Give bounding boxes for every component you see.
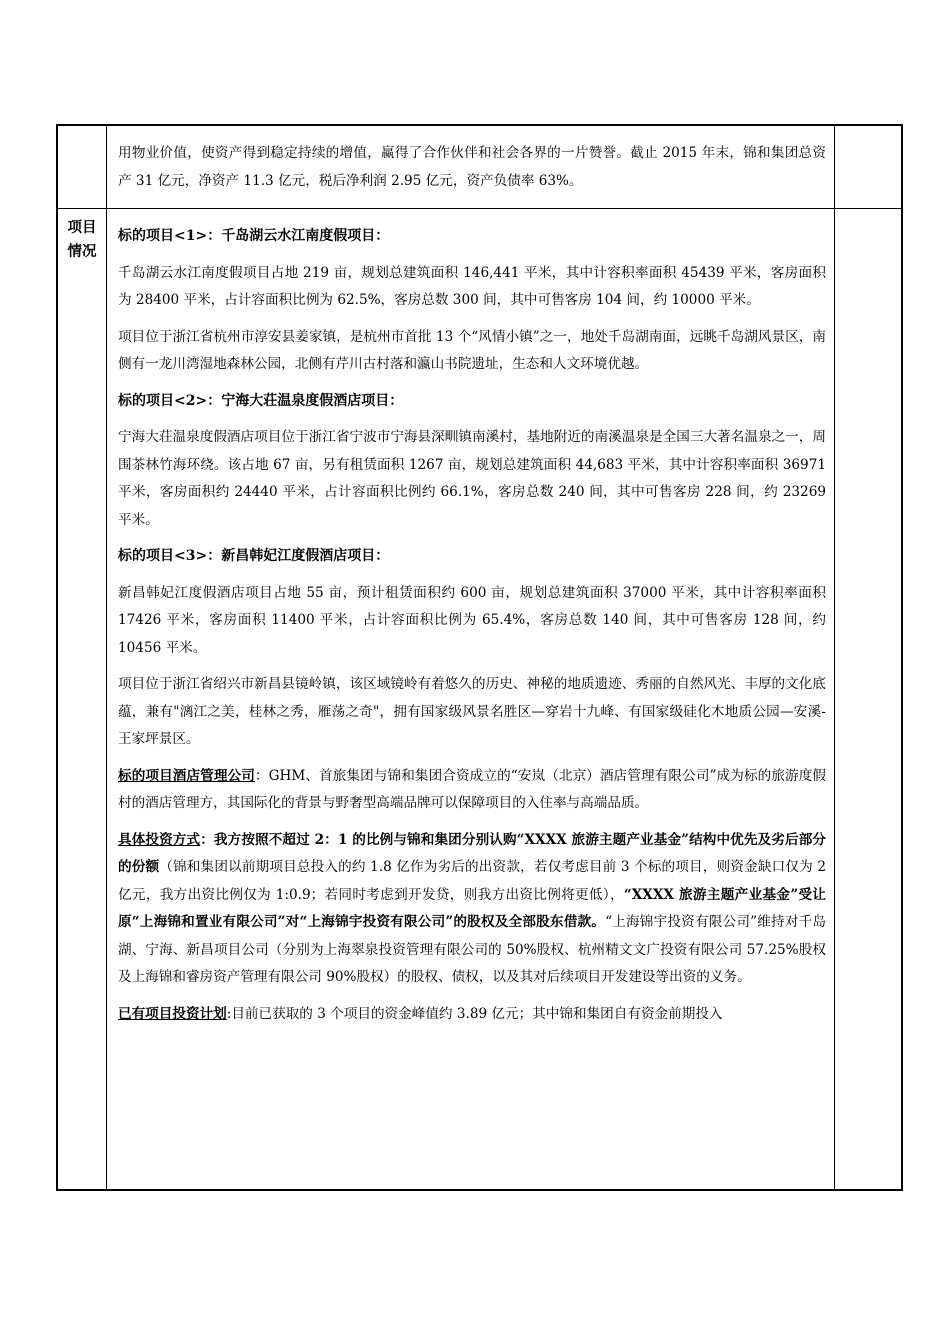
project1-desc: 千岛湖云水江南度假项目占地 219 亩，规划总建筑面积 146,441 平米，其中计容积率面积 45439 平米，客房面积为 28400 平米，占计容面积比例为 62.5%，客房总数 300 间，其中可售客房 104 间，约 10000 平米。 bbox=[118, 264, 826, 308]
investment-plan-label: 已有项目投资计划 bbox=[118, 1005, 227, 1022]
project1-location: 项目位于浙江省杭州市淳安县姜家镇，是杭州市首批 13 个“风情小镇”之一，地处千岛湖南面，远眺千岛湖风景区，南侧有一龙川湾湿地森林公园，北侧有芹川古村落和瀛山书院遗址，生态和人文环境优越。 bbox=[118, 328, 826, 372]
column-divider-right bbox=[834, 126, 835, 1189]
document-table bbox=[56, 124, 903, 1191]
project-info-content bbox=[118, 223, 826, 1028]
investment-plan-text: :目前已获取的 3 个项目的资金峰值约 3.89 亿元；其中锦和集团自有资金前期投入 bbox=[226, 1005, 723, 1022]
project2-title: 标的项目<2>：宁海大荘温泉度假酒店项目： bbox=[118, 392, 404, 409]
project3-location: 项目位于浙江省绍兴市新昌县镜岭镇，该区域镜岭有着悠久的历史、神秘的地质遗迹、秀丽的自然风光、丰厚的文化底蕴，兼有"漓江之美，桂林之秀，雁荡之奇"，拥有国家级风景名胜区—穿岩十九峰、有国家级硅化木地质公园—安溪-王家坪景区。 bbox=[118, 676, 826, 747]
top-paragraph bbox=[118, 140, 826, 204]
investment-method-text2: “上海锦宇投资有限公司”维持对千岛湖、宁海、新昌项目公司（分别为上海翠泉投资管理有限公司的 50%股权、杭州精文文广投资有限公司 57.25%股权及上海锦和睿房资产管理有限公司 90%股权）的股权、债权，以及其对后续项目开发建设等出资的义务。 bbox=[118, 914, 826, 985]
investment-plan-paragraph bbox=[118, 1001, 826, 1029]
project3-desc: 新昌韩妃江度假酒店项目占地 55 亩，预计租赁面积约 600 亩，规划总建筑面积 37000 平米，其中计容积率面积 17426 平米，客房面积 11400 平米，占计容面积比例为 65.4%，客房总数 140 间，其中可售客房 128 间，约 10456 平米。 bbox=[118, 584, 826, 656]
investment-method-text1: （锦和集团以前期项目总投入的约 1.8 亿作为劣后的出资款，若仅考虑目前 3 个标的项目，则资金缺口仅为 2 亿元，我方出资比例仅为 1:0.9；若同时考虑到开发贷，则我方出资比例将更低）， bbox=[118, 859, 826, 903]
column-divider-left bbox=[106, 126, 107, 1189]
row-divider bbox=[58, 208, 901, 209]
row-label-line2: 情况 bbox=[67, 243, 97, 260]
row-label-line1: 项目 bbox=[67, 219, 97, 236]
hotel-management-paragraph bbox=[118, 763, 826, 818]
top-paragraph-text: 用物业价值，使资产得到稳定持续的增值，赢得了合作伙伴和社会各界的一片赞誉。截止 2015 年末，锦和集团总资产 31 亿元，净资产 11.3 亿元，税后净利润 2.95 亿元，资产负债率 63%。 bbox=[118, 145, 826, 189]
row-label-project-info bbox=[58, 216, 106, 264]
investment-method-bold1: ：我方按照不超过 2：1 的比例与锦和集团分别认购“XXXX 旅游主题产业基金”结构中优先及劣后部分的份额 bbox=[118, 831, 826, 875]
investment-method-paragraph bbox=[118, 827, 826, 992]
project1-title: 标的项目<1>：千岛湖云水江南度假项目： bbox=[118, 228, 390, 244]
project3-title: 标的项目<3>：新昌韩妃江度假酒店项目： bbox=[118, 548, 390, 564]
investment-method-label: 具体投资方式 bbox=[118, 831, 201, 848]
investment-method-bold2: “XXXX 旅游主题产业基金”受让原“上海锦和置业有限公司”对“上海锦宇投资有限公司”的股权及全部股东借款。 bbox=[118, 886, 826, 930]
hotel-management-label: 标的项目酒店管理公司 bbox=[118, 767, 255, 784]
hotel-management-text: ：GHM、首旅集团与锦和集团合资成立的“安岚（北京）酒店管理有限公司”成为标的旅游度假村的酒店管理方，其国际化的背景与野奢型高端品牌可以保障项目的入住率与高端品质。 bbox=[118, 767, 827, 811]
project2-desc: 宁海大荘温泉度假酒店项目位于浙江省宁波市宁海县深甽镇南溪村，基地附近的南溪温泉是全国三大著名温泉之一，周围茶林竹海环绕。该占地 67 亩，另有租赁面积 1267 亩，规划总建筑面积 44,683 平米，其中计容积率面积 36971 平米，客房面积约 24440 平米，占计容面积比例约 66.1%，客房总数 240 间，其中可售客房 228 间，约 23269 平米。 bbox=[118, 429, 826, 528]
